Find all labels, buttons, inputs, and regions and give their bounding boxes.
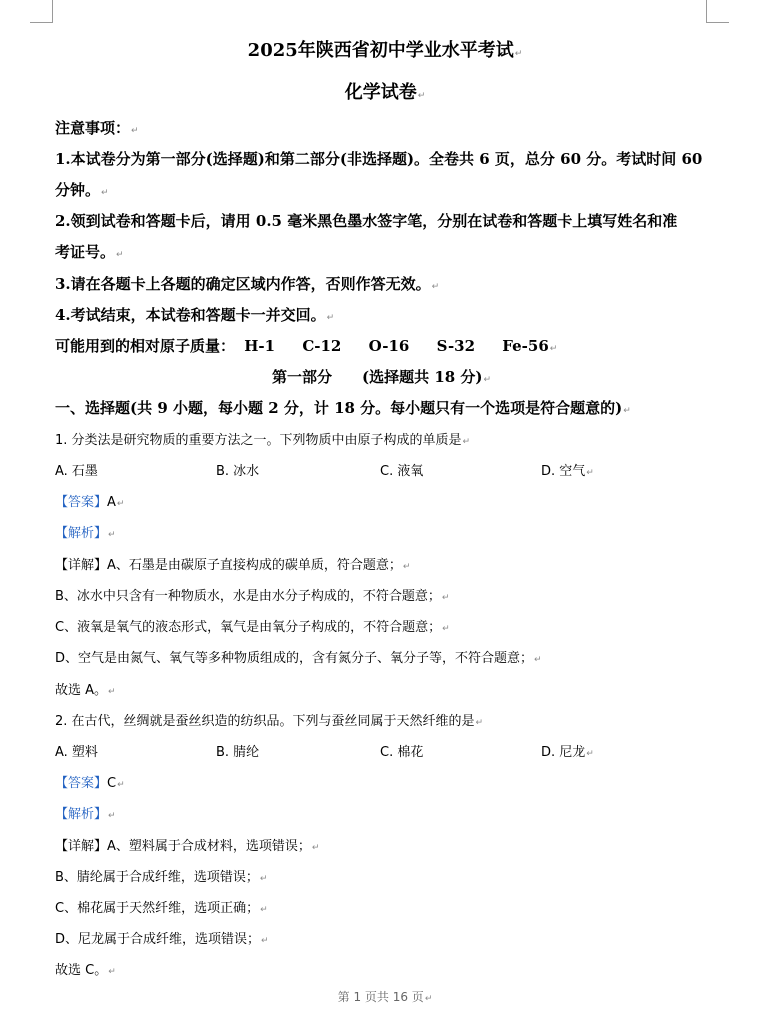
question-1-option-a: A. 石墨 <box>55 464 98 479</box>
question-1-detail-d: D、空气是由氮气、氧气等多种物质组成的，含有氮分子、氧分子等，不符合题意；↵ <box>55 651 542 666</box>
notice-item-1: 1.本试卷分为第一部分(选择题)和第二部分(非选择题)。全卷共 6 页，总分 60 分。考试时间 60 <box>55 150 703 168</box>
atomic-masses: 可能用到的相对原子质量： H-1 C-12 O-16 S-32 Fe-56↵ <box>55 337 558 355</box>
question-2-detail-c: C、棉花属于天然纤维，选项正确；↵ <box>55 901 268 916</box>
question-2-stem: 2. 在古代，丝绸就是蚕丝织造的纺织品。下列与蚕丝同属于天然纤维的是↵ <box>55 714 484 729</box>
question-2-analysis: 【解析】↵ <box>55 807 116 822</box>
crop-mark-top-right <box>706 0 729 23</box>
exam-title: 2025年陕西省初中学业水平考试↵ <box>247 40 523 61</box>
question-1-stem: 1. 分类法是研究物质的重要方法之一。下列物质中由原子构成的单质是↵ <box>55 433 471 448</box>
question-2-detail-b: B、腈纶属于合成纤维，选项错误；↵ <box>55 870 268 885</box>
question-2-detail-d: D、尼龙属于合成纤维，选项错误；↵ <box>55 932 269 947</box>
exam-subject: 化学试卷↵ <box>344 82 426 103</box>
question-1-analysis: 【解析】↵ <box>55 526 116 541</box>
question-2-option-d: D. 尼龙↵ <box>541 745 594 760</box>
question-1-detail-b: B、冰水中只含有一种物质水，水是由水分子构成的，不符合题意；↵ <box>55 589 450 604</box>
question-1-detail-c: C、液氧是氧气的液态形式，氧气是由氧分子构成的，不符合题意；↵ <box>55 620 450 635</box>
notice-item-3: 3.请在各题卡上各题的确定区域内作答，否则作答无效。↵ <box>55 275 440 293</box>
question-2-option-c: C. 棉花 <box>380 745 424 760</box>
question-2-option-b: B. 腈纶 <box>216 745 260 760</box>
question-1-answer: 【答案】A↵ <box>55 495 125 510</box>
notice-item-2: 2.领到试卷和答题卡后，请用 0.5 毫米黑色墨水签字笔，分别在试卷和答题卡上填写姓名和准 <box>55 212 678 230</box>
notice-item-4: 4.考试结束，本试卷和答题卡一并交回。↵ <box>55 306 335 324</box>
question-2-answer: 【答案】C↵ <box>55 776 125 791</box>
question-2-option-a: A. 塑料 <box>55 745 98 760</box>
question-1-option-b: B. 冰水 <box>216 464 260 479</box>
question-2-detail-a: 【详解】A、塑料属于合成材料，选项错误；↵ <box>55 839 320 854</box>
notice-heading: 注意事项：↵ <box>55 119 139 137</box>
question-1-option-c: C. 液氧 <box>380 464 424 479</box>
crop-mark-top-left <box>30 0 53 23</box>
question-2-conclusion: 故选 C。↵ <box>55 963 116 978</box>
notice-item-1-cont: 分钟。↵ <box>55 181 109 199</box>
part-one-heading: 第一部分 (选择题共 18 分)↵ <box>272 368 492 386</box>
question-1-conclusion: 故选 A。↵ <box>55 683 116 698</box>
page-footer: 第 1 页共 16 页↵ <box>337 990 433 1004</box>
notice-item-2-cont: 考证号。↵ <box>55 243 124 261</box>
section-one-heading: 一、选择题(共 9 小题，每小题 2 分，计 18 分。每小题只有一个选项是符合题意的)↵ <box>55 399 631 417</box>
question-1-option-d: D. 空气↵ <box>541 464 594 479</box>
question-1-detail-a: 【详解】A、石墨是由碳原子直接构成的碳单质，符合题意；↵ <box>55 558 411 573</box>
